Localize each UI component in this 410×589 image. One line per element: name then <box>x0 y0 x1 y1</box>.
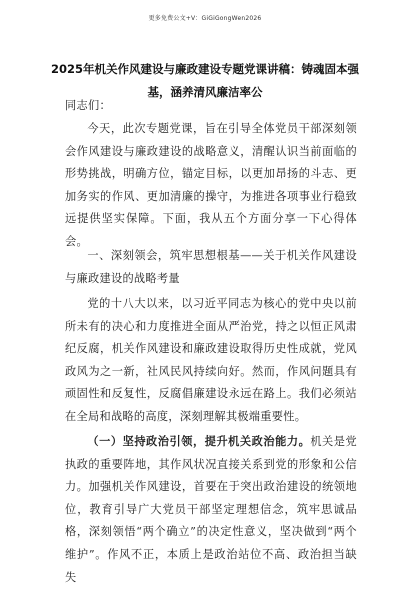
salutation: 同志们： <box>65 99 111 112</box>
subsection-lead: （一）坚持政治引领，提升机关政治能力。 <box>87 434 311 448</box>
document-title: 2025年机关作风建设与廉政建设专题党课讲稿：铸魂固本强基，涵养清风廉洁率公 <box>50 62 359 99</box>
header-note: 更多免费公文+V：GiGiGongWen2026 <box>148 15 262 22</box>
subsection-body: 机关是党执政的重要阵地，其作风状况直接关系到党的形象和公信力。加强机关作风建设，首要在于突出政治建设的统领地位，教育引导广大党员干部坚定理想信念，筑牢思诚品格，深刻领悟“两个确立”的决定性意义，坚决做到“两个维护”。作风不正，本质上是政治站位不高、政治担当缺失 <box>65 435 357 584</box>
paragraph-subsection1 <box>65 430 357 589</box>
section-heading: 一、深刻领会，筑牢思想根基——关于机关作风建设与廉政建设的战略考量 <box>65 249 357 285</box>
paragraph-section1: 党的十八大以来，以习近平同志为核心的党中央以前所未有的决心和力度推进全面从严治党，持之以恒正风肃纪反腐，机关作风建设和廉政建设取得历史性成就，党风政风为之一新，社风民风持续向好。然而，作风问题具有顽固性和反复性，反腐倡廉建设永远在路上。我们必须站在全局和战略的高度，深刻理解其极端重要性。 <box>65 297 357 423</box>
paragraph-intro: 今天，此次专题党课，旨在引导全体党员干部深刻领会作风建设与廉政建设的战略意义，清醒认识当前面临的形势挑战，明确方位，锚定目标，以更加昂扬的斗志、更加务实的作风、更加清廉的操守，为推进各项事业行稳致远提供坚实保障。下面，我从五个方面分享一下心得体会。 <box>65 122 357 248</box>
